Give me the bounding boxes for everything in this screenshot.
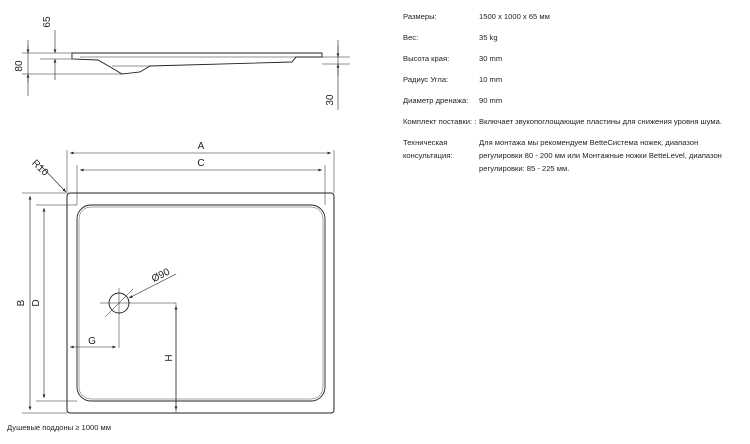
dim-h-label: H — [164, 354, 175, 362]
spec-value: Включает звукопоглощающие пластины для снижения уровня шума. — [479, 117, 722, 126]
spec-label: Техническая консультация: — [403, 138, 453, 160]
spec-row-drain-diameter — [403, 94, 743, 107]
spec-label: Высота края: — [403, 54, 450, 63]
spec-label: Вес: — [403, 33, 419, 42]
spec-row-weight — [403, 31, 743, 44]
spec-value: 1500 x 1000 x 65 мм — [479, 12, 550, 21]
spec-value: 30 mm — [479, 54, 503, 63]
spec-row-corner-radius — [403, 73, 743, 86]
spec-value: 10 mm — [479, 75, 503, 84]
spec-value: 35 kg — [479, 33, 498, 42]
spec-label: Размеры: — [403, 12, 437, 21]
spec-row-technical-advice — [403, 136, 743, 175]
drawing-caption: Душевые поддоны ≥ 1000 мм — [7, 423, 111, 432]
dim-80-label: 80 — [14, 60, 25, 72]
technical-drawing — [0, 0, 395, 420]
spec-label: Комплект поставки: : — [403, 117, 477, 126]
top-view — [22, 150, 334, 413]
dim-30-label: 30 — [325, 94, 336, 106]
spec-value: 90 mm — [479, 96, 503, 105]
spec-row-edge-height — [403, 52, 743, 65]
dim-c-label: C — [197, 158, 205, 169]
spec-value: Для монтажа мы рекомендуем BetteСистема ножек, диапазон регулировки 80 - 200 мм или Монтажные ножки BetteLevel, диапазон регулировки: 85 - 225 мм. — [479, 138, 722, 173]
side-view — [22, 30, 350, 110]
dim-b-label: B — [16, 299, 27, 307]
drain-diameter-label: Ø90 — [149, 266, 172, 285]
spec-table — [403, 10, 743, 183]
dim-65-label: 65 — [42, 16, 53, 28]
dim-a-label: A — [197, 141, 205, 152]
spec-label: Радиус Угла: — [403, 75, 449, 84]
spec-row-dimensions — [403, 10, 743, 23]
spec-row-delivery-set — [403, 115, 743, 128]
dim-g-label: G — [88, 336, 96, 347]
dim-d-label: D — [31, 299, 42, 307]
spec-label: Диаметр дренажа: — [403, 96, 469, 105]
radius-label: R10 — [29, 157, 51, 179]
side-profile — [72, 53, 322, 74]
